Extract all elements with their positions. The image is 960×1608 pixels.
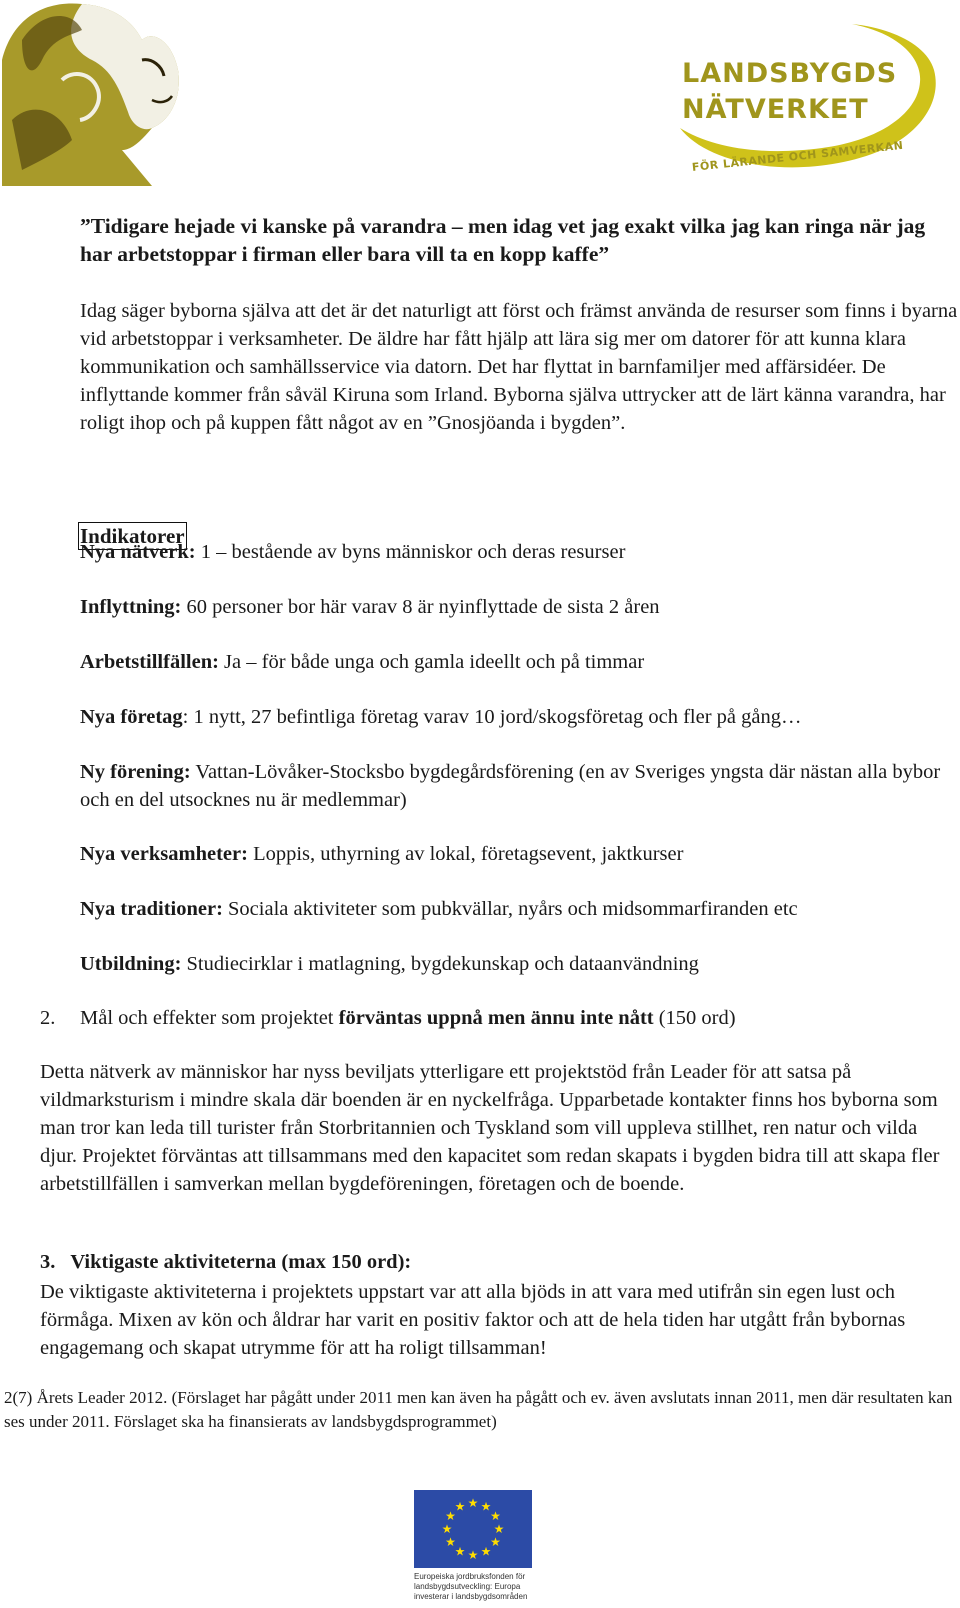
- indicators-heading: Indikatorer: [80, 524, 185, 548]
- eu-star-icon: ★: [480, 1499, 492, 1514]
- indicator-item: [80, 538, 960, 566]
- indicator-item: [80, 895, 960, 923]
- indicator-item: [80, 593, 960, 621]
- indicator-value: Studiecirklar i matlagning, bygdekunskap och dataanvändning: [181, 953, 699, 975]
- quote-heading: ”Tidigare hejade vi kanske på varandra – men idag vet jag exakt vilka jag kan ringa när jag har arbetstoppar i firman eller bara vill ta en kopp kaffe”: [80, 214, 926, 266]
- indicator-label: Nya traditioner:: [80, 898, 223, 920]
- section2-number: 2.: [40, 1007, 56, 1029]
- eu-logo: [414, 1490, 534, 1602]
- logo-line1: LANDSBYGDS: [682, 58, 898, 89]
- eu-star-icon: ★: [454, 1544, 466, 1559]
- indicator-item: [80, 758, 960, 814]
- eu-caption: Europeiska jordbruksfonden för landsbygdsutveckling: Europa investerar i landsbygdsområden: [414, 1572, 528, 1601]
- indicator-label: Utbildning:: [80, 953, 182, 975]
- indicator-label: Inflyttning:: [80, 596, 182, 618]
- indicator-label: Nya företag: [80, 706, 183, 728]
- indicator-label: Ny förening:: [80, 761, 191, 783]
- eu-star-icon: ★: [441, 1522, 453, 1536]
- indicator-label: Nya nätverk:: [80, 541, 196, 563]
- section3-paragraph: De viktigaste aktiviteterna i projektets uppstart var att alla bjöds in att vara med utifrån sin egen lust och förmåga. Mixen av kön och åldrar har varit en positiv faktor och att de hela tiden har utgått från bybornas engagemang och skapat utrymme för att ha roligt tillsamman!: [40, 1281, 906, 1359]
- section2-text-before: Mål och effekter som projektet: [80, 1007, 339, 1029]
- section3-heading: 3. Viktigaste aktiviteterna (max 150 ord):: [40, 1251, 412, 1273]
- indicator-label: Nya verksamheter:: [80, 843, 248, 865]
- indicator-value: Loppis, uthyrning av lokal, företagsevent, jaktkurser: [247, 843, 684, 865]
- logo-tagline: FÖR LÄRANDE OCH SAMVERKAN: [691, 138, 904, 174]
- section2-heading: [80, 1004, 736, 1032]
- logo-line2: NÄTVERKET: [682, 94, 869, 125]
- section2-paragraph: Detta nätverk av människor har nyss beviljats ytterligare ett projektstöd från Leader för att satsa på vildmarksturism i mindre skala där boenden är en nyckelfråga. Upparbetade kontakter finns hos byborna som man tror kan leda till turister från Storbritannien och Tyskland som vill uppleva stillhet, ren natur och vilda djur. Projektet förväntas att tillsammans med den kapacitet som redan skapats i bygden bidra till att skapa fler arbetstillfällen i samverkan mellan bygdeföreningen, företagen och de boende.: [40, 1061, 940, 1195]
- indicator-value: : 1 nytt, 27 befintliga företag varav 10 jord/skogsföretag och fler på gång…: [182, 706, 802, 728]
- section2-text-bold: förväntas uppnå men ännu inte nått: [338, 1007, 654, 1029]
- eu-star-icon: ★: [445, 1535, 456, 1549]
- eu-star-icon: ★: [493, 1522, 505, 1536]
- ram-logo-icon: [2, 0, 184, 186]
- eu-star-icon: ★: [490, 1509, 501, 1523]
- eu-star-icon: ★: [445, 1509, 456, 1523]
- indicator-value: 1 – bestående av byns människor och deras resurser: [195, 541, 626, 563]
- eu-star-icon: ★: [467, 1548, 479, 1562]
- footer-note: 2(7) Årets Leader 2012. (Förslaget har pågått under 2011 men kan även ha pågått och ev. även avslutats innan 2011, men där resultaten kan ses under 2011. Förslaget ska ha finansierats av landsbygdsprogrammet): [4, 1388, 953, 1431]
- indicator-item: [80, 840, 960, 868]
- eu-star-icon: ★: [480, 1544, 492, 1559]
- indicator-item: [80, 950, 960, 978]
- eu-star-icon: ★: [490, 1535, 501, 1549]
- section2-text-after: (150 ord): [653, 1007, 736, 1029]
- indicator-label: Arbetstillfällen:: [80, 651, 219, 673]
- eu-star-icon: ★: [454, 1499, 466, 1514]
- landsbygdsnatverket-logo: [672, 20, 954, 190]
- intro-paragraph: Idag säger byborna själva att det är det naturligt att först och främst använda de resurser som finns i byarna vid arbetstoppar i verksamheter. De äldre har fått hjälp att lära sig mer om datorer för att kunna klara kommunikation och samhällsservice via datorn. Det har flyttat in barnfamiljer med affärsidéer. De inflyttande kommer från såväl Kiruna som Irland. Byborna själva uttrycker att de lärt känna varandra, har roligt ihop och på kuppen fått något av en ”Gnosjöanda i bygden”.: [80, 300, 958, 434]
- indicator-value: Sociala aktiviteter som pubkvällar, nyårs och midsommarfiranden etc: [222, 898, 798, 920]
- indicator-value: Vattan-Lövåker-Stocksbo bygdegårdsförening (en av Sveriges yngsta där nästan alla bybor och en del utsocknes nu är medlemmar): [80, 761, 941, 811]
- indicator-item: [80, 703, 960, 731]
- eu-star-icon: ★: [467, 1496, 479, 1510]
- indicator-value: 60 personer bor här varav 8 är nyinflyttade de sista 2 åren: [181, 596, 660, 618]
- indicator-item: [80, 648, 960, 676]
- indicator-value: Ja – för både unga och gamla ideellt och på timmar: [218, 651, 645, 673]
- eu-flag-icon: [414, 1490, 532, 1568]
